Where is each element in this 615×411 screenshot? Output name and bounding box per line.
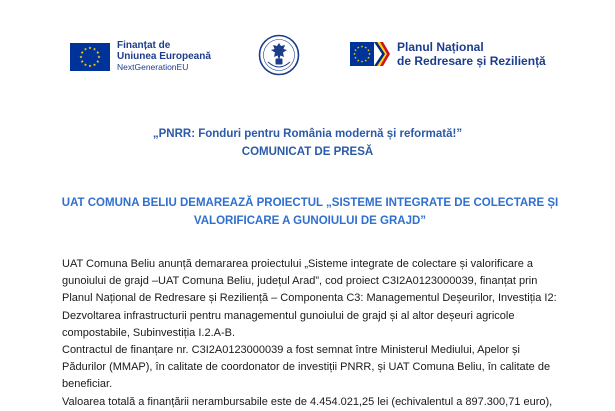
body-line: Pădurilor (MMAP), în calitate de coordonator de investiții PNRR, și UAT Comuna Beliu, în calitate de [62,361,551,374]
body-line: beneficiar. [62,378,113,391]
pnrr-logo-line2: de Redresare și Reziliență [397,54,546,68]
pnrr-logo [350,40,546,68]
press-release-heading: COMUNICAT DE PRESĂ [241,146,374,158]
body-line: gunoiului de grajd –UAT Comuna Beliu, județul Arad”, cod proiect C3I2A0123000039, finanțat prin [62,275,538,288]
project-title-line2: VALORIFICARE A GUNOIULUI DE GRAJD” [193,215,427,227]
slogan-heading: „PNRR: Fonduri pentru România modernă și reformată!” [152,128,463,140]
eu-logo-line3: NextGenerationEU [117,62,189,72]
eu-logo-line2: Uniunea Europeană [117,51,211,62]
pnrr-logo-text [397,40,546,68]
body-line: Planul Național de Redresare și Reziliență – Componenta C3: Managementul Deșeurilor, Investiția I2: [62,292,557,305]
body-text [62,256,572,411]
logo-bar [0,32,615,82]
project-title-line1: UAT COMUNA BELIU DEMAREAZĂ PROIECTUL „SISTEME INTEGRATE DE COLECTARE ȘI [61,197,559,209]
eu-funding-logo [70,40,211,73]
body-line: Valoarea totală a finanțării nerambursabile este de 4.454.021,25 lei (echivalentul a 897.300,71 euro), [62,395,553,408]
pnrr-flag-mark-icon [350,40,390,68]
eu-logo-text [117,40,211,73]
body-line: compostabile, Subinvestiția I.2.A-B. [62,326,236,339]
romanian-government-seal-icon [258,34,300,76]
body-line: UAT Comuna Beliu anunță demararea proiectului „Sisteme integrate de colectare și valorificare a [62,258,533,270]
body-line: Contractul de finanțare nr. C3I2A0123000039 a fost semnat între Ministerul Mediului, Apelor și [62,344,520,357]
pnrr-logo-line1: Planul Național [397,40,484,54]
body-line: Dezvoltarea infrastructurii pentru managementul gunoiului de grajd și al altor deșeuri agricole [62,309,515,322]
project-title [60,194,560,230]
eu-logo-line1: Finanțat de [117,40,171,51]
eu-flag-icon [70,43,110,71]
